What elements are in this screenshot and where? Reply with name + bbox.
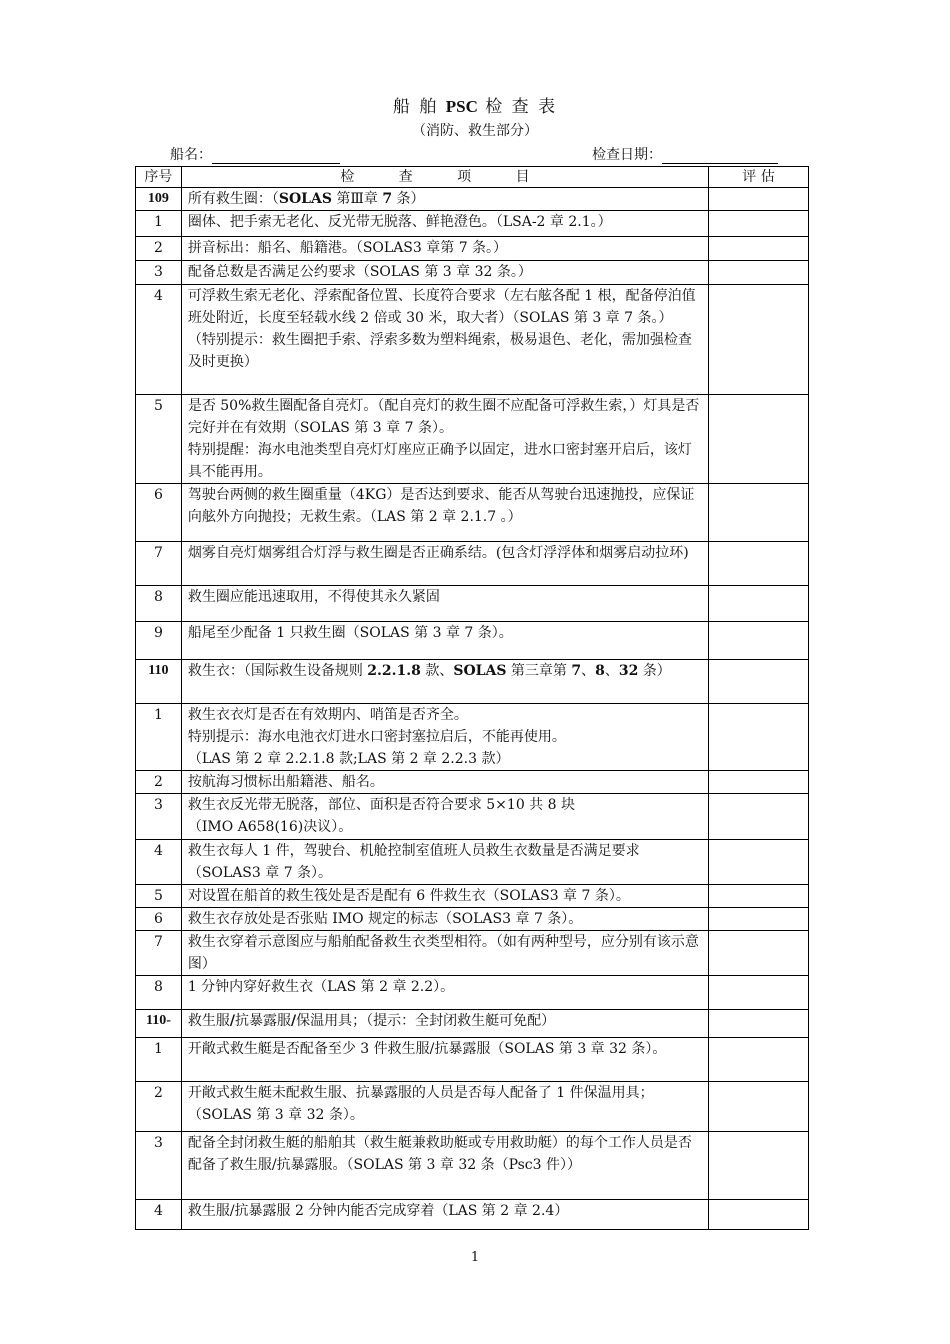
item-text-line: 1 分钟内穿好救生衣（LAS 第 2 章 2.2）。 <box>187 979 455 995</box>
row-item <box>181 285 708 395</box>
row-number: 3 <box>136 1132 182 1200</box>
item-text-line: 开敞式救生艇未配救生服、抗暴露服的人员是否每人配备了 1 件保温用具；（SOLAS 第 3 章 32 条）。 <box>187 1085 654 1123</box>
item-text-segment: 7 <box>382 191 393 207</box>
row-evaluation-cell[interactable] <box>708 586 808 622</box>
row-evaluation-cell[interactable] <box>708 1038 808 1082</box>
item-text-line: 特别提示：海水电池衣灯进水口密封塞拉启后，不能再使用。 <box>187 729 566 745</box>
table-row <box>136 794 809 840</box>
item-text-line: 船尾至少配备 1 只救生圈（SOLAS 第 3 章 7 条）。 <box>187 625 513 641</box>
row-evaluation-cell[interactable] <box>708 771 808 794</box>
ship-name-blank[interactable] <box>212 149 340 164</box>
item-text-line: 圈体、把手索无老化、反光带无脱落、鲜艳澄色。（LSA-2 章 2.1。） <box>187 214 612 230</box>
header-eval: 评 估 <box>708 167 808 188</box>
row-number: 9 <box>136 622 182 660</box>
row-item <box>181 211 708 237</box>
item-text-line: 拼音标出：船名、船籍港。（SOLAS3 章第 7 条。） <box>187 240 508 256</box>
item-text-line: 救生衣反光带无脱落，部位、面积是否符合要求 5×10 共 8 块 <box>187 797 575 813</box>
table-row <box>136 586 809 622</box>
table-row <box>136 542 809 586</box>
table-row <box>136 1200 809 1230</box>
item-text-line: 对设置在船首的救生筏处是否是配有 6 件救生衣（SOLAS3 章 7 条）。 <box>187 888 630 904</box>
item-text-segment: 救生衣：（国际救生设备规则 <box>187 663 368 679</box>
row-number: 1 <box>136 211 182 237</box>
item-text-segment: / <box>229 1013 235 1029</box>
row-item <box>181 931 708 976</box>
row-item <box>181 1038 708 1082</box>
row-number: 110- <box>136 1010 182 1038</box>
table-row <box>136 976 809 1010</box>
row-item <box>181 586 708 622</box>
row-item <box>181 1132 708 1200</box>
row-evaluation-cell[interactable] <box>708 1132 808 1200</box>
item-text-segment: 所有救生圈：（ <box>187 191 279 207</box>
row-item <box>181 622 708 660</box>
row-evaluation-cell[interactable] <box>708 840 808 885</box>
row-item <box>181 976 708 1010</box>
table-row <box>136 1132 809 1200</box>
row-number: 2 <box>136 237 182 261</box>
row-item <box>181 840 708 885</box>
row-item <box>181 1010 708 1038</box>
row-number: 110 <box>136 660 182 704</box>
item-text-line: 配备全封闭救生艇的船舶其（救生艇兼救助艇或专用救助艇）的每个工作人员是否配备了救生服/抗暴露服。（SOLAS 第 3 章 32 条（Psc3 件）） <box>187 1135 692 1173</box>
row-item <box>181 885 708 908</box>
item-text-line: （特别提示：救生圈把手索、浮索多数为塑料绳索，极易退色、老化，需加强检查及时更换） <box>187 332 692 370</box>
item-text-line: 救生衣衣灯是否在有效期内、哨笛是否齐全。 <box>187 707 468 723</box>
item-text-segment: 抗暴露服 <box>234 1013 291 1029</box>
item-text-line: 救生服/抗暴露服 2 分钟内能否完成穿着（LAS 第 2 章 2.4） <box>187 1203 569 1219</box>
row-item <box>181 188 708 211</box>
row-item <box>181 542 708 586</box>
item-text-line: 救生衣穿着示意图应与船舶配备救生衣类型相符。（如有两种型号，应分别有该示意图） <box>187 934 699 972</box>
row-item <box>181 908 708 931</box>
row-number: 6 <box>136 484 182 542</box>
header-item: 检 查 项 目 <box>181 167 708 188</box>
item-text-line: （IMO A658(16)决议）。 <box>187 819 353 835</box>
row-evaluation-cell[interactable] <box>708 261 808 285</box>
row-evaluation-cell[interactable] <box>708 237 808 261</box>
table-row <box>136 704 809 771</box>
ship-name-field: 船名： <box>170 144 340 164</box>
table-row <box>136 1038 809 1082</box>
item-text-segment: 、 <box>604 663 619 679</box>
row-item <box>181 794 708 840</box>
row-number: 5 <box>136 885 182 908</box>
table-row <box>136 285 809 395</box>
item-text-line: 配备总数是否满足公约要求（SOLAS 第 3 章 32 条。） <box>187 264 532 280</box>
row-evaluation-cell[interactable] <box>708 908 808 931</box>
item-text-segment: 款、 <box>420 663 454 679</box>
table-row <box>136 885 809 908</box>
row-item <box>181 660 708 704</box>
item-text-segment: SOLAS <box>453 663 507 679</box>
item-text-line: 救生衣每人 1 件，驾驶台、机舱控制室值班人员救生衣数量是否满足要求（SOLAS3 章 7 条）。 <box>187 843 640 881</box>
row-number: 2 <box>136 1082 182 1132</box>
item-text-segment: 7 <box>571 663 582 679</box>
item-text-line: 可浮救生索无老化、浮索配备位置、长度符合要求（左右舷各配 1 根，配备停泊值班处附近，长度至轻载水线 2 倍或 30 米，取大者）（SOLAS 第 3 章 7 条。） <box>187 288 696 326</box>
header-no: 序号 <box>136 167 182 188</box>
table-row <box>136 261 809 285</box>
row-item <box>181 237 708 261</box>
row-evaluation-cell[interactable] <box>708 542 808 586</box>
table-row <box>136 931 809 976</box>
table-row <box>136 484 809 542</box>
item-text-segment: 条） <box>638 663 671 679</box>
table-row <box>136 771 809 794</box>
page-number: 1 <box>470 1250 480 1265</box>
row-item <box>181 395 708 484</box>
row-evaluation-cell[interactable] <box>708 976 808 1010</box>
row-number: 5 <box>136 395 182 484</box>
row-evaluation-cell[interactable] <box>708 885 808 908</box>
item-text-segment: 救生服 <box>187 1013 230 1029</box>
row-item <box>181 1200 708 1230</box>
row-number: 8 <box>136 586 182 622</box>
row-number: 1 <box>136 704 182 771</box>
table-row <box>136 211 809 237</box>
item-text-line: 按航海习惯标出船籍港、船名。 <box>187 774 384 790</box>
document-title: 船 舶 PSC 检 查 表 <box>392 97 558 117</box>
item-text-segment: / <box>290 1013 297 1029</box>
row-evaluation-cell[interactable] <box>708 395 808 484</box>
check-date-field: 检查日期： <box>592 144 778 164</box>
item-text-segment: SOLAS <box>278 191 332 207</box>
row-evaluation-cell[interactable] <box>708 211 808 237</box>
row-number: 4 <box>136 1200 182 1230</box>
row-number: 8 <box>136 976 182 1010</box>
row-number: 4 <box>136 840 182 885</box>
table-row <box>136 622 809 660</box>
row-item <box>181 1082 708 1132</box>
row-evaluation-cell[interactable] <box>708 660 808 704</box>
row-evaluation-cell[interactable] <box>708 285 808 395</box>
row-evaluation-cell[interactable] <box>708 484 808 542</box>
row-evaluation-cell[interactable] <box>708 1082 808 1132</box>
table-row <box>136 908 809 931</box>
table-row <box>136 237 809 261</box>
row-evaluation-cell[interactable] <box>708 1200 808 1230</box>
item-text-segment: 2.2.1.8 <box>367 663 421 679</box>
row-number: 3 <box>136 794 182 840</box>
item-text-line: 救生圈应能迅速取用，不得使其永久紧固 <box>187 589 440 605</box>
row-evaluation-cell[interactable] <box>708 1010 808 1038</box>
table-row <box>136 840 809 885</box>
item-text-line: （LAS 第 2 章 2.2.1.8 款;LAS 第 2 章 2.2.3 款） <box>187 751 510 767</box>
item-text-line: 开敞式救生艇是否配备至少 3 件救生服/抗暴露服（SOLAS 第 3 章 32 条）。 <box>187 1041 667 1057</box>
row-number: 6 <box>136 908 182 931</box>
row-number: 109 <box>136 188 182 211</box>
row-evaluation-cell[interactable] <box>708 794 808 840</box>
item-text-segment: 8 <box>595 663 605 679</box>
section-row <box>136 660 809 704</box>
row-number: 7 <box>136 931 182 976</box>
row-item <box>181 704 708 771</box>
item-text-segment: 条） <box>392 191 425 207</box>
item-text-segment: 保温用具；（提示：全封闭救生艇可免配） <box>296 1013 556 1029</box>
item-text-line: 驾驶台两侧的救生圈重量（4KG）是否达到要求、能否从驾驶台迅速抛投，应保证向舷外方向抛投；无救生索。（LAS 第 2 章 2.1.7 。） <box>187 487 695 525</box>
table-header-row <box>136 167 809 188</box>
row-evaluation-cell[interactable] <box>708 622 808 660</box>
row-number: 1 <box>136 1038 182 1082</box>
item-text-segment: 、 <box>581 663 596 679</box>
row-evaluation-cell[interactable] <box>708 188 808 211</box>
table-row <box>136 1082 809 1132</box>
item-text-line: 是否 50%救生圈配备自亮灯。（配自亮灯的救生圈不应配备可浮救生索，）灯具是否完好并在有效期（SOLAS 第 3 章 7 条）。 <box>187 398 700 436</box>
document-subtitle: （消防、救生部分） <box>412 123 538 139</box>
item-text-line: 救生衣存放处是否张贴 IMO 规定的标志（SOLAS3 章 7 条）。 <box>187 911 583 927</box>
section-row <box>136 188 809 211</box>
row-number: 4 <box>136 285 182 395</box>
inspection-table <box>135 166 809 1230</box>
table-body <box>136 188 809 1230</box>
row-evaluation-cell[interactable] <box>708 704 808 771</box>
row-number: 7 <box>136 542 182 586</box>
check-date-blank[interactable] <box>662 149 778 164</box>
item-text-segment: 第Ⅲ章 <box>331 191 383 207</box>
row-item <box>181 484 708 542</box>
row-item <box>181 771 708 794</box>
item-text-line: 烟雾自亮灯烟雾组合灯浮与救生圈是否正确系结。(包含灯浮浮体和烟雾启动拉环) <box>187 545 689 561</box>
row-evaluation-cell[interactable] <box>708 931 808 976</box>
row-number: 2 <box>136 771 182 794</box>
item-text-segment: 第三章第 <box>506 663 572 679</box>
item-text-line: 特别提醒：海水电池类型自亮灯灯座应正确予以固定，进水口密封塞开启后，该灯具不能再用。 <box>187 442 692 480</box>
table-row <box>136 395 809 484</box>
section-row <box>136 1010 809 1038</box>
row-item <box>181 261 708 285</box>
item-text-segment: 32 <box>618 663 639 679</box>
row-number: 3 <box>136 261 182 285</box>
